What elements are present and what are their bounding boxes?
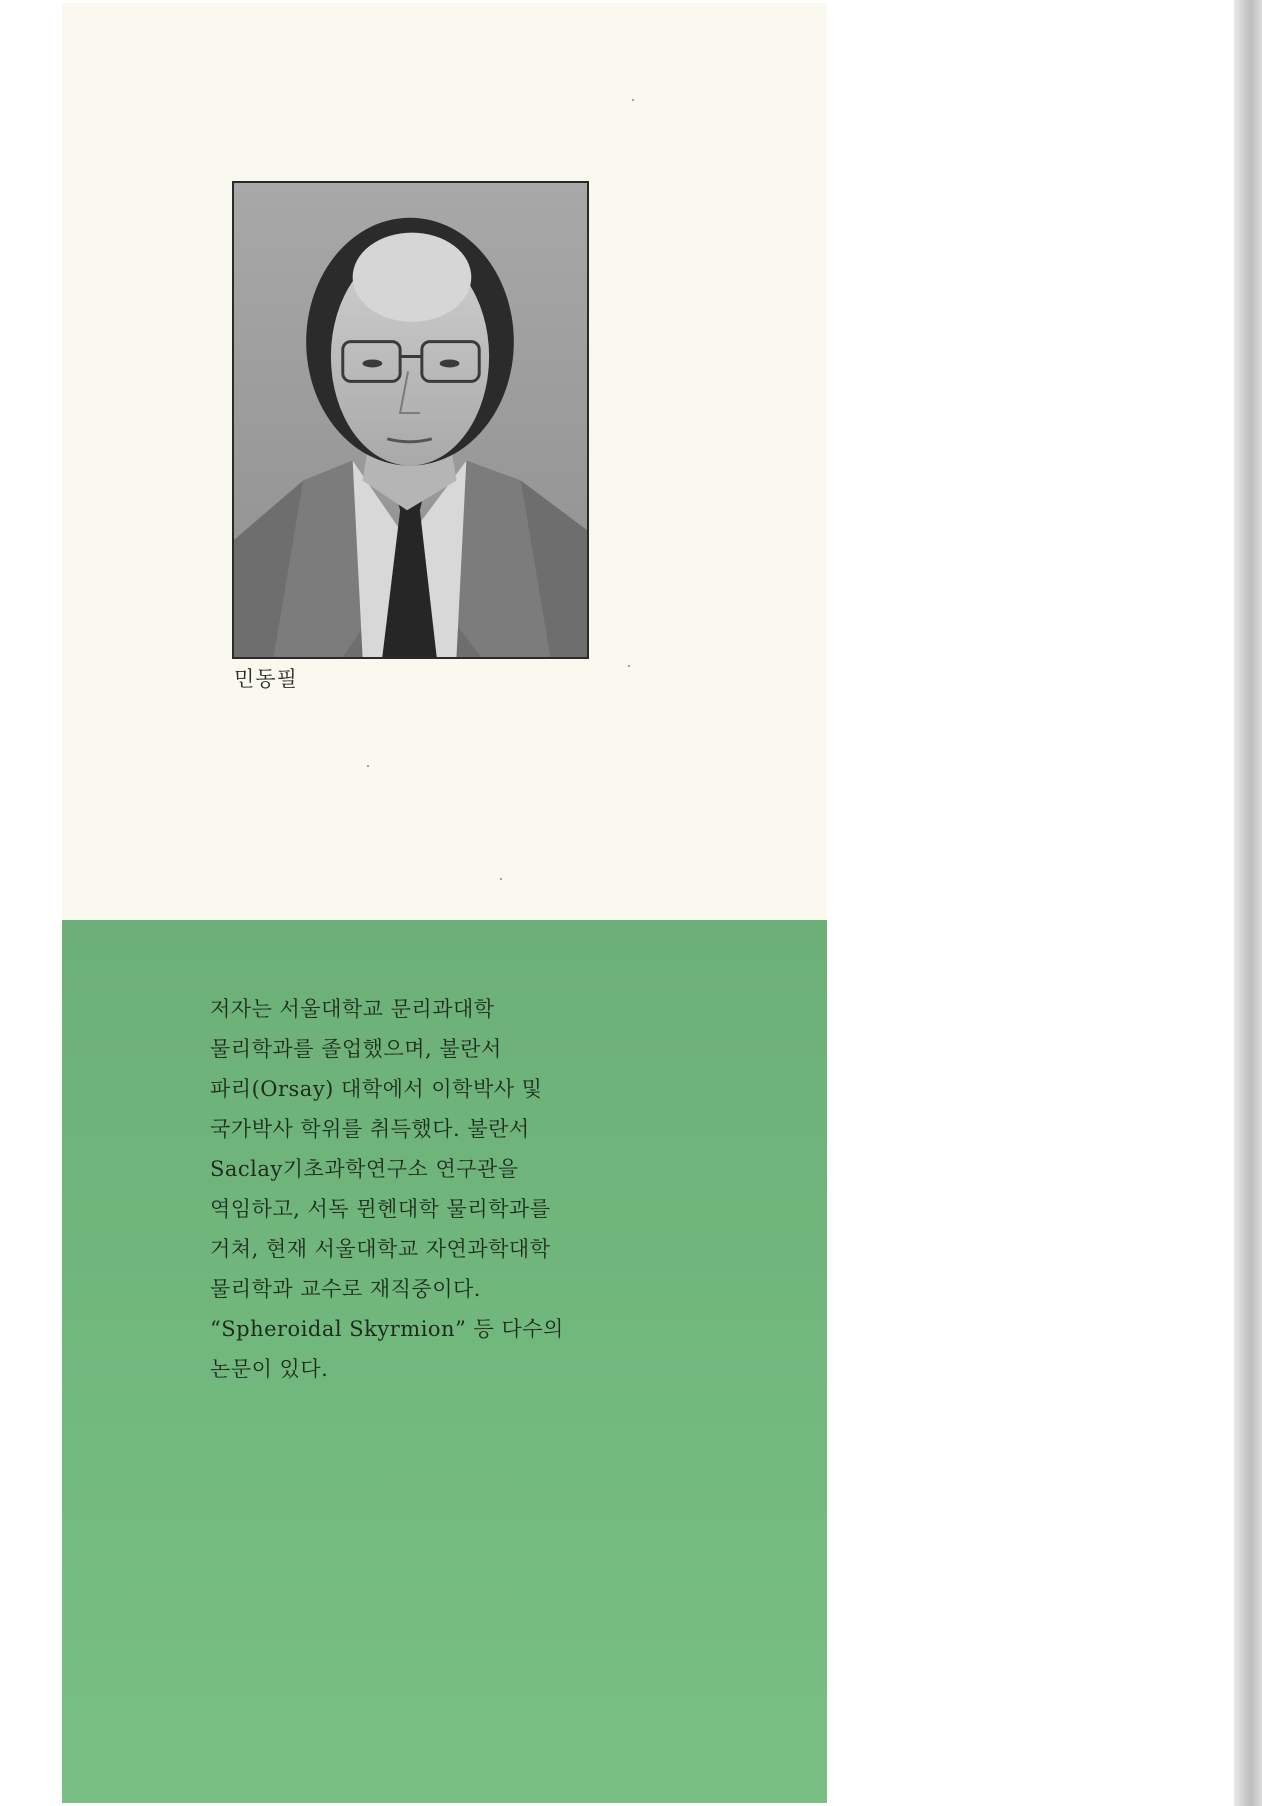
print-speck — [500, 878, 502, 880]
bio-line: 역임하고, 서독 뮌헨대학 물리학과를 — [210, 1197, 551, 1221]
bio-line: 물리학과를 졸업했으며, 불란서 — [210, 1037, 502, 1061]
bio-line: 저자는 서울대학교 문리과대학 — [210, 997, 495, 1021]
author-portrait — [232, 181, 589, 659]
bio-line: “Spheroidal Skyrmion” 등 다수의 — [210, 1317, 564, 1341]
bio-line: 논문이 있다. — [210, 1357, 329, 1381]
bio-line: 거쳐, 현재 서울대학교 자연과학대학 — [210, 1237, 551, 1261]
bio-line: 파리(Orsay) 대학에서 이학박사 및 — [210, 1077, 543, 1101]
print-speck — [632, 99, 634, 101]
photo-caption: 민동필 — [234, 667, 298, 691]
author-bio — [210, 989, 570, 1389]
flap-top-panel — [62, 3, 827, 920]
book-flap — [62, 3, 827, 1803]
portrait-image — [234, 183, 587, 657]
bio-line: Saclay기초과학연구소 연구관을 — [210, 1157, 519, 1181]
scan-edge-shadow — [1234, 0, 1262, 1806]
flap-bottom-panel — [62, 920, 827, 1803]
print-speck — [628, 665, 630, 667]
print-speck — [367, 765, 369, 767]
bio-line: 국가박사 학위를 취득했다. 불란서 — [210, 1117, 530, 1141]
bio-line: 물리학과 교수로 재직중이다. — [210, 1277, 481, 1301]
